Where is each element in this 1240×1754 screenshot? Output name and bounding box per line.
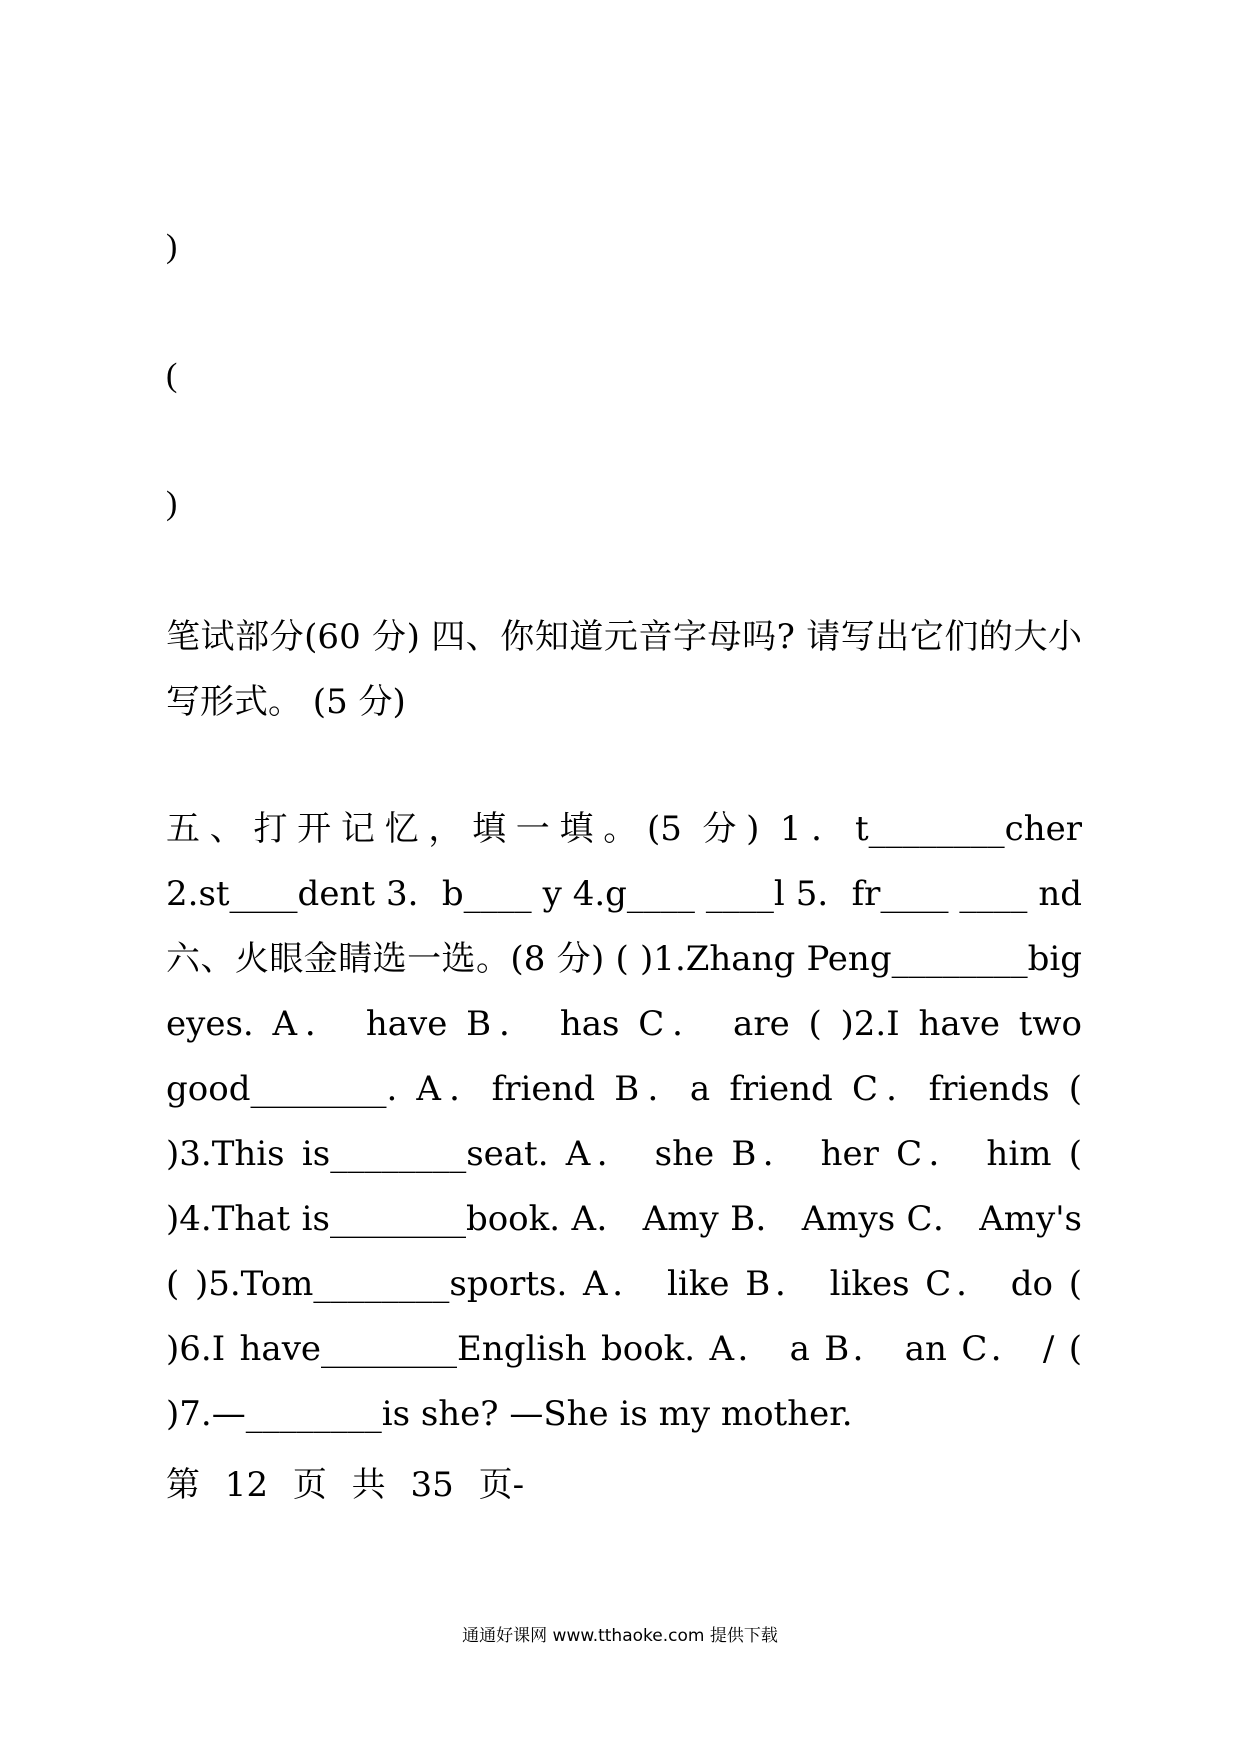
opening-parenthesis: ( xyxy=(166,357,178,394)
fill-in-and-choice-questions: 五、打开记忆，填一填。(5 分) 1．t________cher 2.st____dent 3．b____ y 4.g____ ____l 5．fr____ ____ nd 六、火眼金睛选一选。(8 分) ( )1.Zhang Peng________big eyes. A． have B． has C． are ( )2.I have two good________. A．friend B．a friend C．friends ( )3.This is________seat. A． she B． her C． him ( )4.That is________book. A． Amy B． Amys C． Amy's ( )5.Tom________sports. A． like B． likes C． do ( )6.I have________English book. A． a B． an C． / ( )7.—________is she? —She is my mother. xyxy=(166,809,1082,1434)
closing-parenthesis: ) xyxy=(166,228,178,265)
written-section-heading: 笔试部分(60 分) 四、你知道元音字母吗? 请写出它们的大小写形式。 (5 分) xyxy=(166,617,1082,722)
page-number: 第 12 页 共 35 页- xyxy=(166,1465,525,1505)
footer-watermark: 通通好课网 www.tthaoke.com 提供下载 xyxy=(462,1626,778,1646)
closing-parenthesis: ) xyxy=(166,485,178,522)
